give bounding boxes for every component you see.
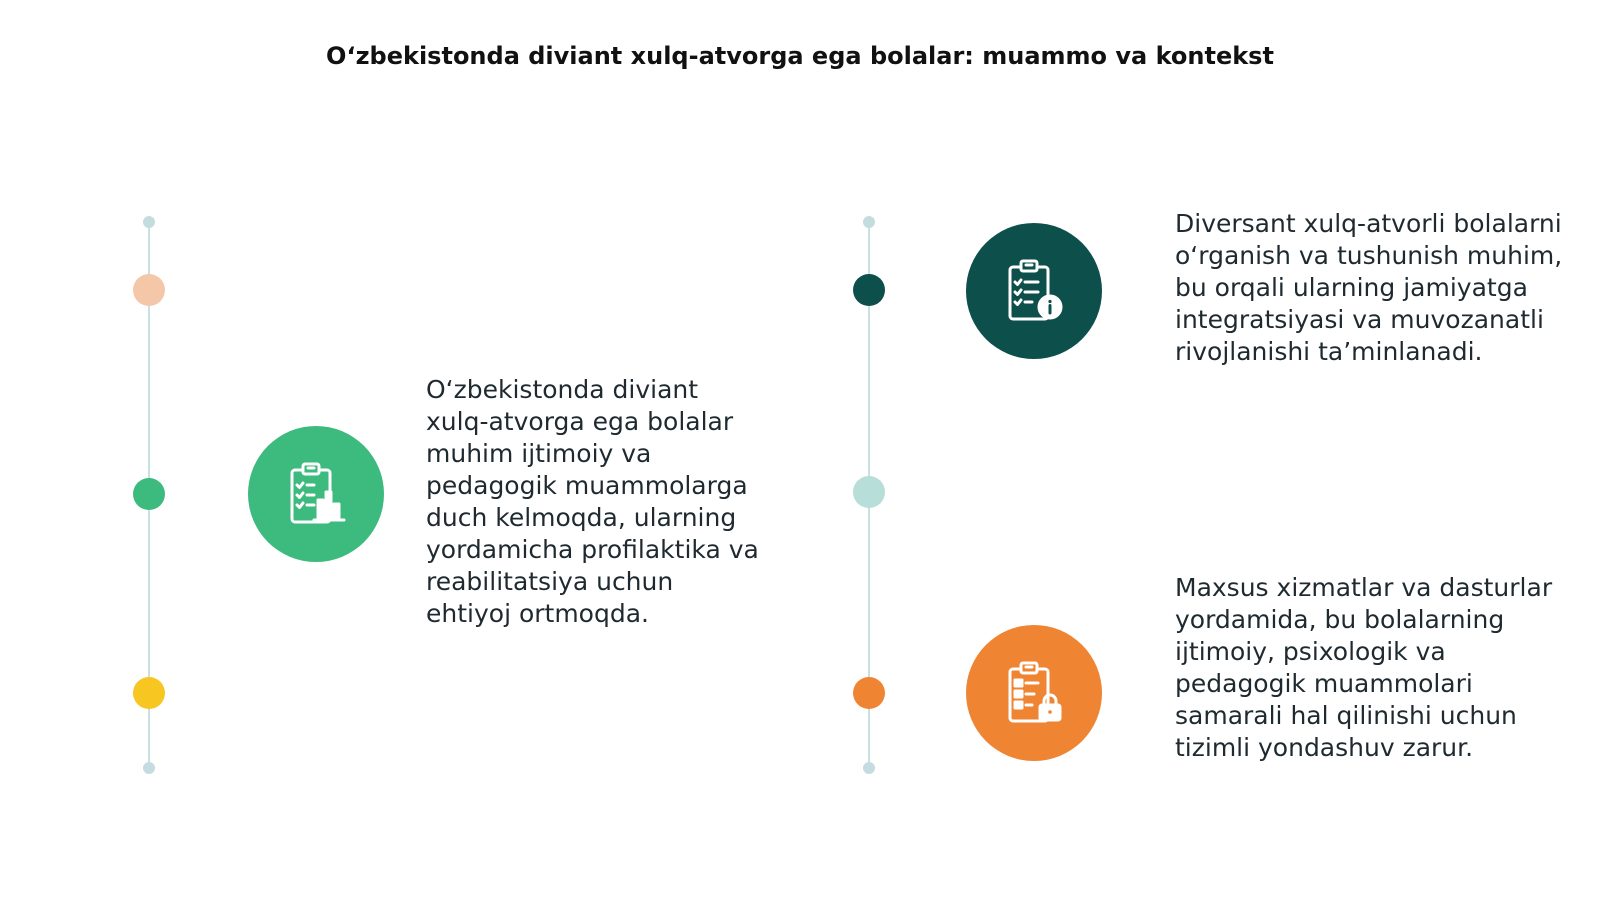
page-title: O‘zbekistonda diviant xulq-atvorga ega bolalar: muammo va kontekst [326, 42, 1274, 70]
left-timeline-end-dot [143, 762, 155, 774]
block-text-3: Maxsus xizmatlar va dasturlar yordamida, bu bolalarning ijtimoiy, psixologik va pedagogik muammolari samarali hal qilinishi uchun tizimli yondashuv zarur. [1175, 573, 1553, 762]
clipboard-lock-icon [998, 657, 1070, 729]
clipboard-lock-icon-circle [966, 625, 1102, 761]
clipboard-chart-icon [280, 458, 352, 530]
block-text-2: Diversant xulq-atvorli bolalarni o‘rganish va tushunish muhim, bu orqali ularning jamiyatga integratsiyasi va muvozanatli rivojlanishi ta’minlanadi. [1175, 209, 1563, 366]
right-timeline-light-teal-dot [853, 476, 885, 508]
clipboard-chart-icon-circle [248, 426, 384, 562]
right-timeline-dark-teal-dot [853, 274, 885, 306]
block-text-1: O‘zbekistonda diviant xulq-atvorga ega bolalar muhim ijtimoiy va pedagogik muammolarga duch kelmoqda, ularning yordamicha profilaktika va reabilitatsiya uchun ehtiyoj ortmoqda. [426, 375, 759, 628]
right-timeline-orange-dot [853, 677, 885, 709]
left-timeline-peach-dot [133, 274, 165, 306]
clipboard-info-icon-circle [966, 223, 1102, 359]
left-timeline-yellow-dot [133, 677, 165, 709]
right-timeline-start-dot [863, 216, 875, 228]
left-timeline-start-dot [143, 216, 155, 228]
clipboard-info-icon [998, 255, 1070, 327]
left-timeline-green-dot [133, 478, 165, 510]
right-timeline-end-dot [863, 762, 875, 774]
